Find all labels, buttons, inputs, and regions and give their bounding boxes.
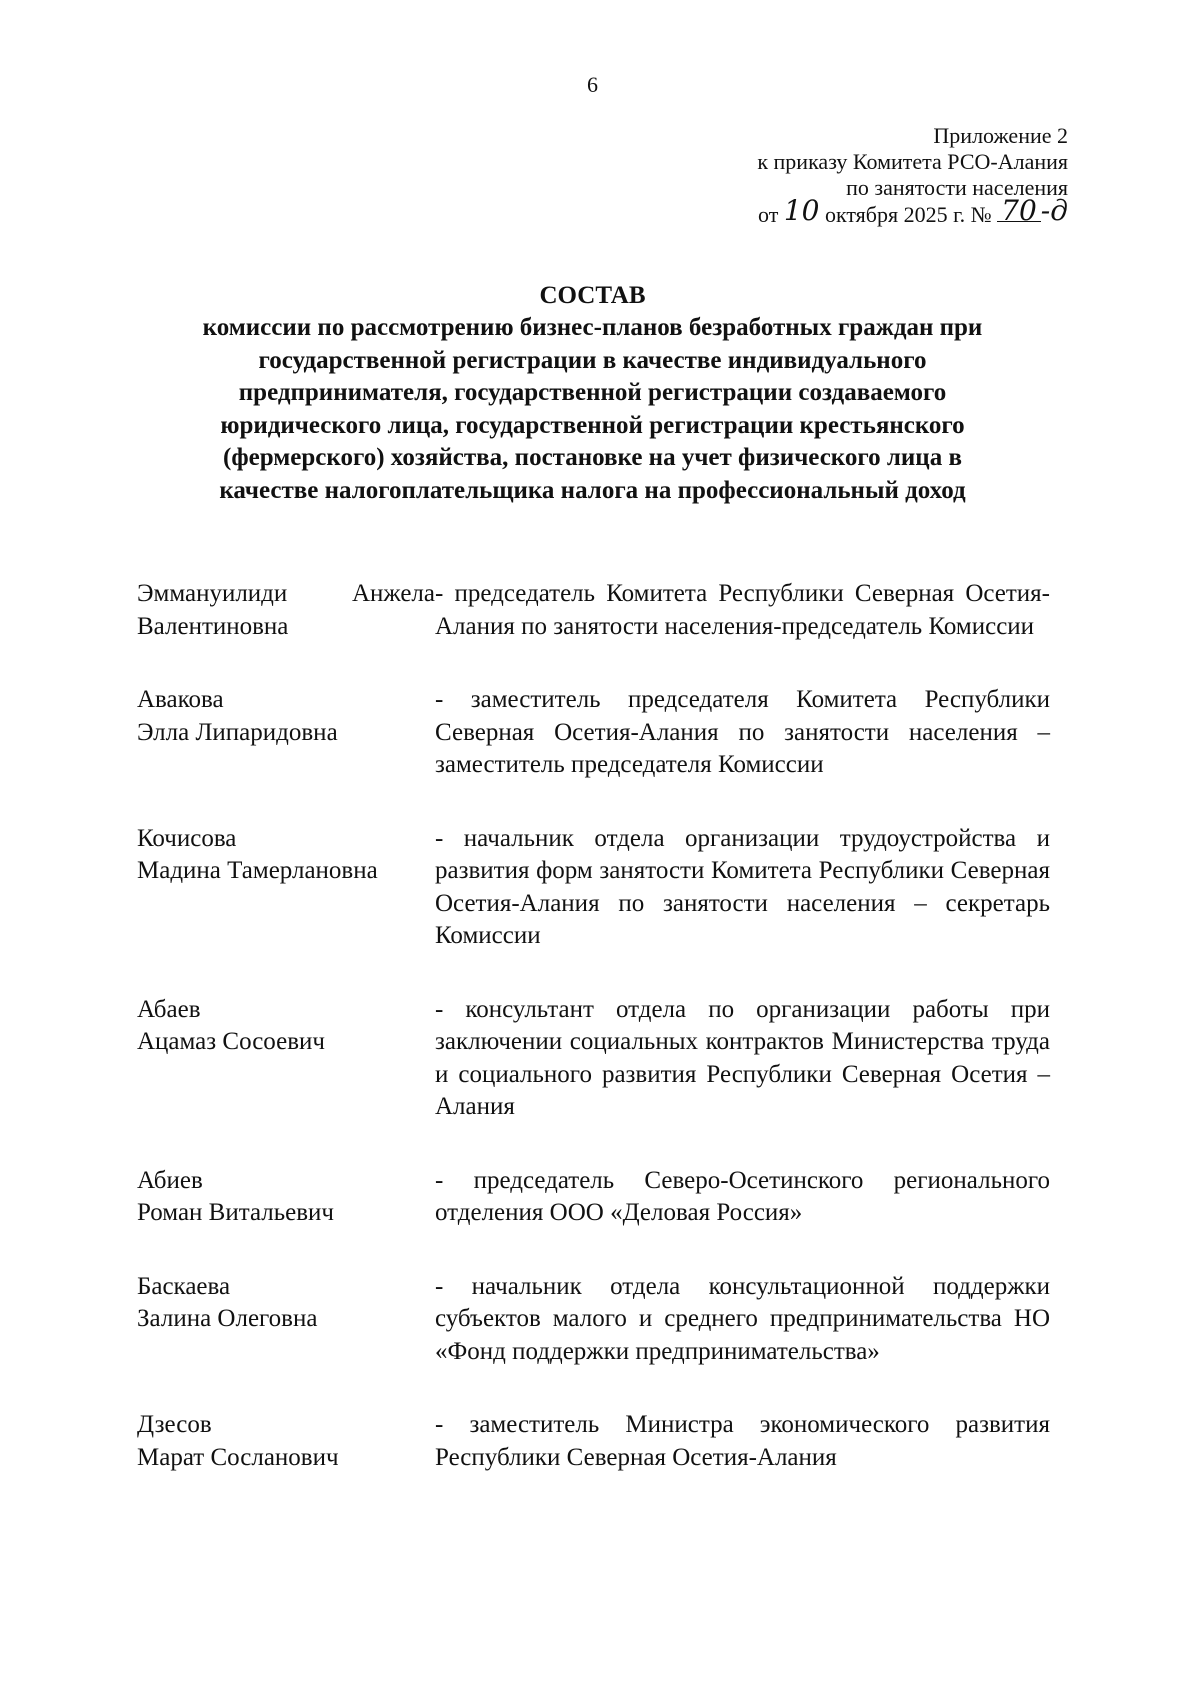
appendix-block bbox=[757, 123, 1068, 228]
member-role: - председатель Северо-Осетинского регионального отделения ООО «Деловая Россия» bbox=[435, 1166, 1050, 1226]
subtitle-line: комиссии по рассмотрению бизнес-планов безработных граждан при bbox=[202, 314, 983, 341]
member-name bbox=[137, 994, 435, 1124]
member-entry bbox=[137, 1409, 1050, 1474]
appendix-line-3: по занятости населения bbox=[846, 175, 1068, 200]
member-entry bbox=[137, 684, 1050, 782]
subtitle-line: качестве налогоплательщика налога на профессиональный доход bbox=[219, 476, 966, 504]
member-given-name: Марат Сосланович bbox=[137, 1443, 339, 1471]
members-list bbox=[137, 578, 1050, 1474]
member-name bbox=[137, 1409, 435, 1474]
member-surname: Абаев bbox=[137, 995, 201, 1023]
subtitle-line: (фермерского) хозяйства, постановке на учет физического лица в bbox=[223, 444, 962, 471]
member-name bbox=[137, 1165, 435, 1230]
date-prefix: от bbox=[757, 202, 779, 227]
handwritten-day: 10 bbox=[783, 194, 820, 227]
member-entry bbox=[137, 578, 1050, 643]
member-given-name: Элла Липаридовна bbox=[137, 718, 338, 746]
member-name bbox=[137, 823, 435, 953]
member-name bbox=[137, 578, 435, 643]
member-surname: Эммануилиди Анжела bbox=[137, 580, 435, 607]
member-given-name: Роман Витальевич bbox=[137, 1199, 335, 1226]
member-given-name: Залина Олеговна bbox=[137, 1305, 318, 1332]
appendix-line-1: Приложение 2 bbox=[933, 123, 1068, 148]
member-surname: Абиев bbox=[137, 1166, 203, 1194]
member-role: - начальник отдела консультационной поддержки субъектов малого и среднего предпринимательства НО «Фонд поддержки предпринимательства» bbox=[435, 1272, 1050, 1365]
subtitle-line: юридического лица, государственной регистрации крестьянского bbox=[220, 411, 965, 439]
subtitle-line: предпринимателя, государственной регистрации создаваемого bbox=[238, 379, 947, 406]
date-rest: октября 2025 г. № bbox=[824, 202, 992, 227]
member-given-name: Валентиновна bbox=[137, 612, 289, 640]
member-surname: Дзесов bbox=[137, 1411, 212, 1438]
member-surname: Авакова bbox=[137, 686, 224, 713]
member-entry bbox=[137, 823, 1050, 953]
member-name bbox=[137, 684, 435, 782]
appendix-date-line bbox=[757, 194, 1068, 228]
member-entry bbox=[137, 1165, 1050, 1230]
member-name bbox=[137, 1271, 435, 1369]
member-surname: Кочисова bbox=[137, 824, 237, 852]
subtitle-line: государственной регистрации в качестве индивидуального bbox=[258, 346, 927, 374]
member-role: - заместитель Министра экономического развития Республики Северная Осетия-Алания bbox=[435, 1411, 1050, 1471]
member-given-name: Ацамаз Сосоевич bbox=[137, 1028, 325, 1055]
member-entry bbox=[137, 1271, 1050, 1369]
document-title: СОСТАВ bbox=[539, 282, 646, 309]
member-entry bbox=[137, 994, 1050, 1124]
appendix-line-2: к приказу Комитета РСО-Алания bbox=[757, 149, 1068, 174]
member-role: - консультант отдела по организации работы при заключении социальных контрактов Министерства труда и социального развития Республики Северная Осетия – Алания bbox=[435, 995, 1050, 1120]
page-number: 6 bbox=[587, 72, 598, 97]
member-surname: Баскаева bbox=[137, 1272, 231, 1300]
handwritten-order-number: 70 bbox=[997, 201, 1041, 222]
handwritten-order-suffix: -д bbox=[1040, 194, 1068, 227]
member-role: - начальник отдела организации трудоустройства и развития форм занятости Комитета Республики Северная Осетия-Алания по занятости населения – секретарь Комиссии bbox=[435, 824, 1050, 949]
member-role: - председатель Комитета Республики Северная Осетия-Алания по занятости населения-председатель Комиссии bbox=[435, 580, 1050, 640]
member-given-name: Мадина Тамерлановна bbox=[137, 857, 378, 884]
document-subtitle bbox=[140, 312, 1045, 507]
member-role: - заместитель председателя Комитета Республики Северная Осетия-Алания по занятости населения – заместитель председателя Комиссии bbox=[435, 686, 1050, 778]
